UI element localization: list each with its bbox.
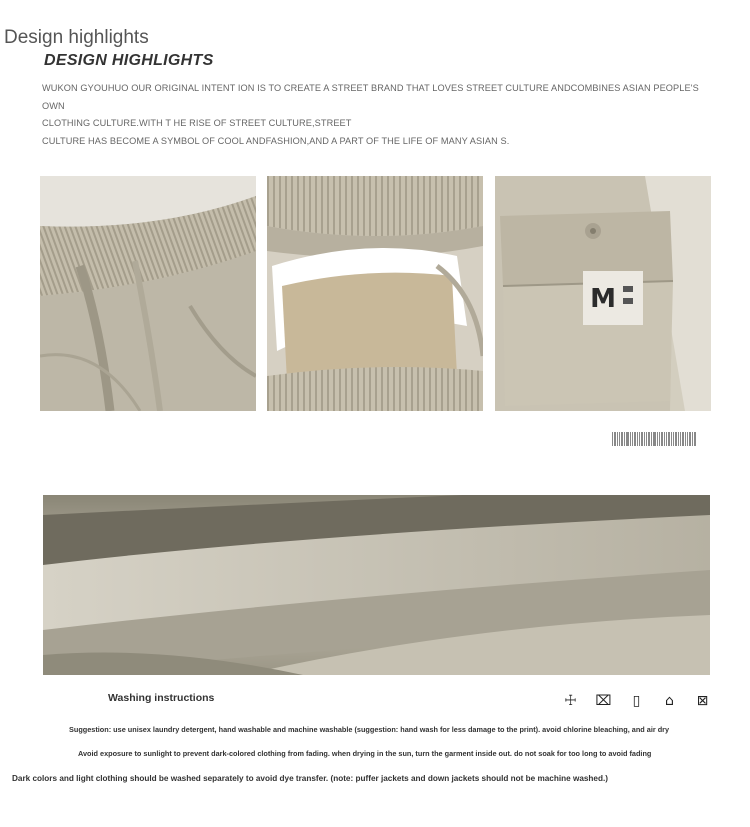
hand-wash-icon: ☩ (564, 693, 577, 709)
description-line: WUKON GYOUHUO OUR ORIGINAL INTENT ION IS TO CREATE A STREET BRAND THAT LOVES STREET CULTURE ANDCOMBINES ASIAN PEOPLE'S OWN (42, 83, 699, 111)
no-tumble-dry-icon: ⊠ (696, 693, 709, 709)
description-line: CLOTHING CULTURE.WITH T HE RISE OF STREET CULTURE,STREET (42, 118, 352, 128)
washing-line: Avoid exposure to sunlight to prevent dark-colored clothing from fading. when drying in the sun, turn the garment inside out. do not soak for too long to avoid fading (78, 749, 652, 758)
barcode (612, 432, 708, 446)
washing-line: Suggestion: use unisex laundry detergent, hand washable and machine washable (suggestion: hand wash for less damage to the print). avoid chlorine bleaching, and air dry (69, 725, 670, 734)
description-line: CULTURE HAS BECOME A SYMBOL OF COOL ANDFASHION,AND A PART OF THE LIFE OF MANY ASIAN S. (42, 135, 510, 146)
washing-instructions-title: Washing instructions (108, 692, 215, 704)
washing-line: Dark colors and light clothing should be washed separately to avoid dye transfer. (note: puffer jackets and down jackets should not be machine washed.) (12, 774, 608, 783)
patch-letter: M (590, 284, 616, 314)
no-bleach-icon: ⌧ (595, 693, 612, 709)
page-title: Design highlights (4, 27, 149, 48)
low-iron-icon: ⌂ (665, 693, 674, 709)
waistband-inside-photo (267, 176, 483, 411)
hang-dry-icon: ▯ (632, 693, 641, 709)
waistband-drawstring-photo (40, 176, 256, 411)
fabric-closeup-photo (43, 495, 710, 675)
section-subtitle: DESIGN HIGHLIGHTS (44, 52, 214, 69)
care-symbols (562, 693, 711, 709)
brand-description (42, 80, 722, 150)
pocket-patch-photo (495, 176, 711, 411)
